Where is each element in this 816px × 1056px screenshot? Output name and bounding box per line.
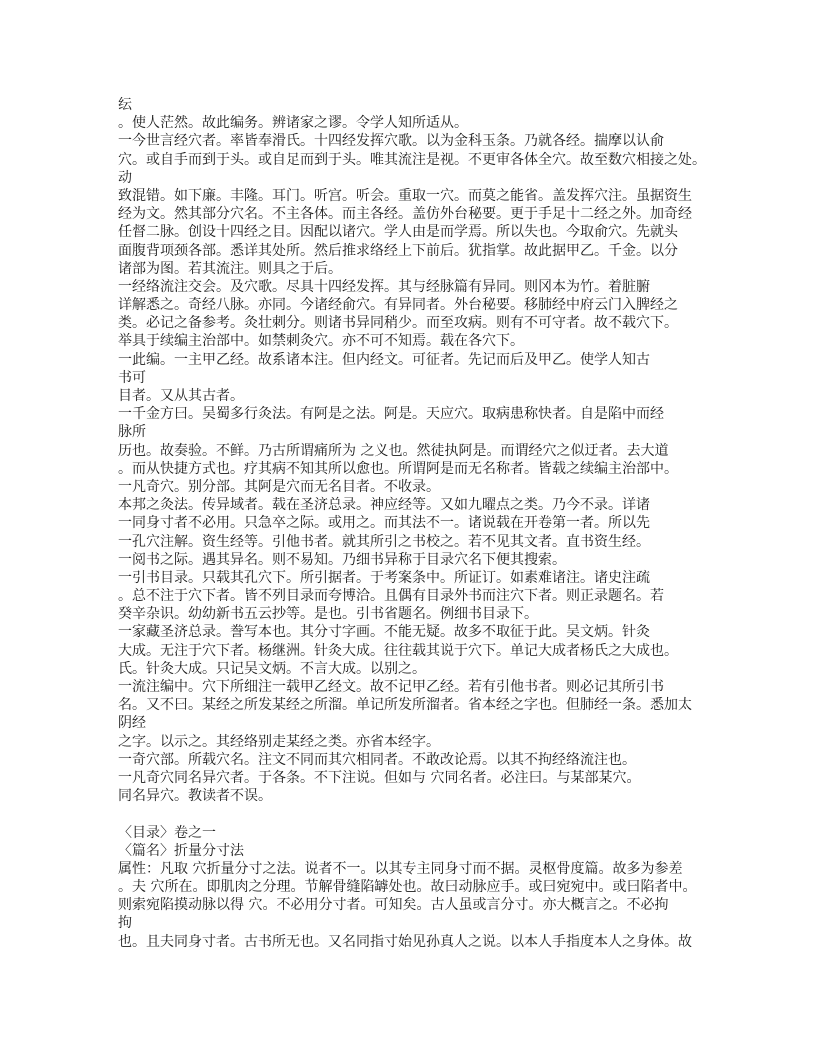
text-line: 一千金方曰。吴蜀多行灸法。有阿是之法。阿是。天应穴。取病患称快者。自是陷中而经 xyxy=(118,406,664,423)
text-line: 阴经 xyxy=(118,715,146,732)
text-line: 任督二脉。创设十四经之目。因配以诸穴。学人由是而学焉。所以失也。今取俞穴。先就头 xyxy=(118,224,678,241)
text-line: 诸部为图。若其流注。则具之于后。 xyxy=(118,260,342,277)
text-line: 一奇穴部。所载穴名。注文不同而其穴相同者。不敢改论焉。以其不拘经络流注也。 xyxy=(118,751,636,768)
text-line: 也。且夫同身寸者。古书所无也。又名同指寸始见孙真人之说。以本人手指度本人之身体。故 xyxy=(118,933,692,950)
text-line: 历也。故奏验。不鲜。乃古所谓痛所为 之义也。然徒执阿是。而谓经穴之似迂者。去大道 xyxy=(118,442,669,459)
text-line: 同名异穴。教读者不误。 xyxy=(118,788,272,805)
text-line: 脉所 xyxy=(118,424,146,441)
text-line: 之字。以示之。其经络别走某经之类。亦省本经字。 xyxy=(118,733,440,750)
text-line: 穴。或自手而到于头。或自足而到于头。唯其流注是视。不更审各体全穴。故至数穴相接之处。 xyxy=(118,151,706,168)
blank-line xyxy=(118,805,718,823)
text-line: 详解悉之。奇经八脉。亦同。今诸经俞穴。有异同者。外台秘要。移肺经中府云门入脾经之 xyxy=(118,297,678,314)
text-line: 名。又不曰。某经之所发某经之所溜。单记所发所溜者。省本经之字也。但肺经一条。悉加太 xyxy=(118,697,692,714)
text-line: 一经络流注交会。及穴歌。尽具十四经发挥。其与经脉篇有异同。则冈本为竹。着脏腑 xyxy=(118,278,650,295)
text-line: 。使人茫然。故此编务。辨诸家之谬。令学人知所适从。 xyxy=(118,115,468,132)
text-line: 面腹背项颈各部。悉详其处所。然后推求络经上下前后。犹指掌。故此据甲乙。千金。以分 xyxy=(118,242,678,259)
text-line: 〈篇名〉折量分寸法 xyxy=(118,842,244,859)
text-line: 本邦之灸法。传异域者。载在圣济总录。神应经等。又如九曜点之类。乃今不录。详诸 xyxy=(118,497,650,514)
text-line: 类。必记之备参考。灸壮刺分。则诸书异同稍少。而至攻病。则有不可守者。故不载穴下。 xyxy=(118,315,678,332)
text-line: 一家藏圣济总录。誊写本也。其分寸字画。不能无疑。故多不取征于此。吴文炳。针灸 xyxy=(118,624,650,641)
text-line: 目者。又从其古者。 xyxy=(118,388,244,404)
text-line: 纭 xyxy=(118,97,132,113)
text-line: 〈目录〉卷之一 xyxy=(118,824,216,841)
text-line: 致混错。如下廉。丰隆。耳门。听宫。听会。重取一穴。而莫之能省。盖发挥穴注。虽据资生 xyxy=(118,187,692,204)
text-line: 一流注编中。穴下所细注一载甲乙经文。故不记甲乙经。若有引他书者。则必记其所引书 xyxy=(118,679,664,695)
text-line: 一同身寸者不必用。只急卒之际。或用之。而其法不一。诸说载在开卷第一者。所以先 xyxy=(118,515,650,532)
text-line: 一此编。一主甲乙经。故系诸本注。但内经文。可征者。先记而后及甲乙。使学人知古 xyxy=(118,351,650,368)
text-line: 。而从快捷方式也。疗其病不知其所以愈也。所谓阿是而无名称者。皆载之续编主治部中。 xyxy=(118,460,678,477)
text-line: 一引书目录。只载其孔穴下。所引据者。于考案条中。所证订。如素难诸注。诸史注疏 xyxy=(118,569,650,586)
text-line: 属性：凡取 穴折量分寸之法。说者不一。以其专主同身寸而不据。灵枢骨度篇。故多为参差 xyxy=(118,860,683,877)
text-line: 举具于续编主治部中。如禁刺灸穴。亦不可不知焉。载在各穴下。 xyxy=(118,333,524,350)
text-line: 大成。无注于穴下者。杨继洲。针灸大成。往往载其说于穴下。单记大成者杨氏之大成也。 xyxy=(118,642,678,659)
text-line: 一孔穴注解。资生经等。引他书者。就其所引之书校之。若不见其文者。直书资生经。 xyxy=(118,533,650,550)
text-line: 。夫 穴所在。即肌肉之分理。节解骨缝陷罅处也。故曰动脉应手。或曰宛宛中。或曰陷者中。 xyxy=(118,879,697,896)
text-line: 一凡奇穴同名异穴者。于各条。不下注说。但如与 穴同名者。必注曰。与某部某穴。 xyxy=(118,769,641,786)
text-line: 氏。针灸大成。只记吴文炳。不言大成。以别之。 xyxy=(118,660,426,677)
text-line: 拘 xyxy=(118,915,132,932)
text-line: 经为文。然其部分穴名。不主各体。而主各经。盖仿外台秘要。更于手足十二经之外。加奇经 xyxy=(118,206,692,223)
text-line: 一阅书之际。遇其异名。则不易知。乃细书异称于目录穴名下便其搜索。 xyxy=(118,551,566,568)
text-line: 。总不注于穴下者。皆不列目录而夸博洽。且偶有目录外书而注穴下者。则正录题名。若 xyxy=(118,588,664,605)
text-line: 一今世言经穴者。率皆奉滑氏。十四经发挥穴歌。以为金科玉条。乃就各经。揣摩以认俞 xyxy=(118,133,664,150)
text-line: 动 xyxy=(118,169,132,186)
text-line: 一凡奇穴。别分部。其阿是穴而无名目者。不收录。 xyxy=(118,478,440,495)
text-line: 则索宛陷摸动脉以得 穴。不必用分寸者。可知矣。古人虽或言分寸。亦大概言之。不必拘 xyxy=(118,897,669,914)
document-page xyxy=(118,96,718,951)
text-line: 癸辛杂识。幼幼新书五云抄等。是也。引书省题名。例细书目录下。 xyxy=(118,606,538,623)
text-line: 书可 xyxy=(118,369,146,386)
